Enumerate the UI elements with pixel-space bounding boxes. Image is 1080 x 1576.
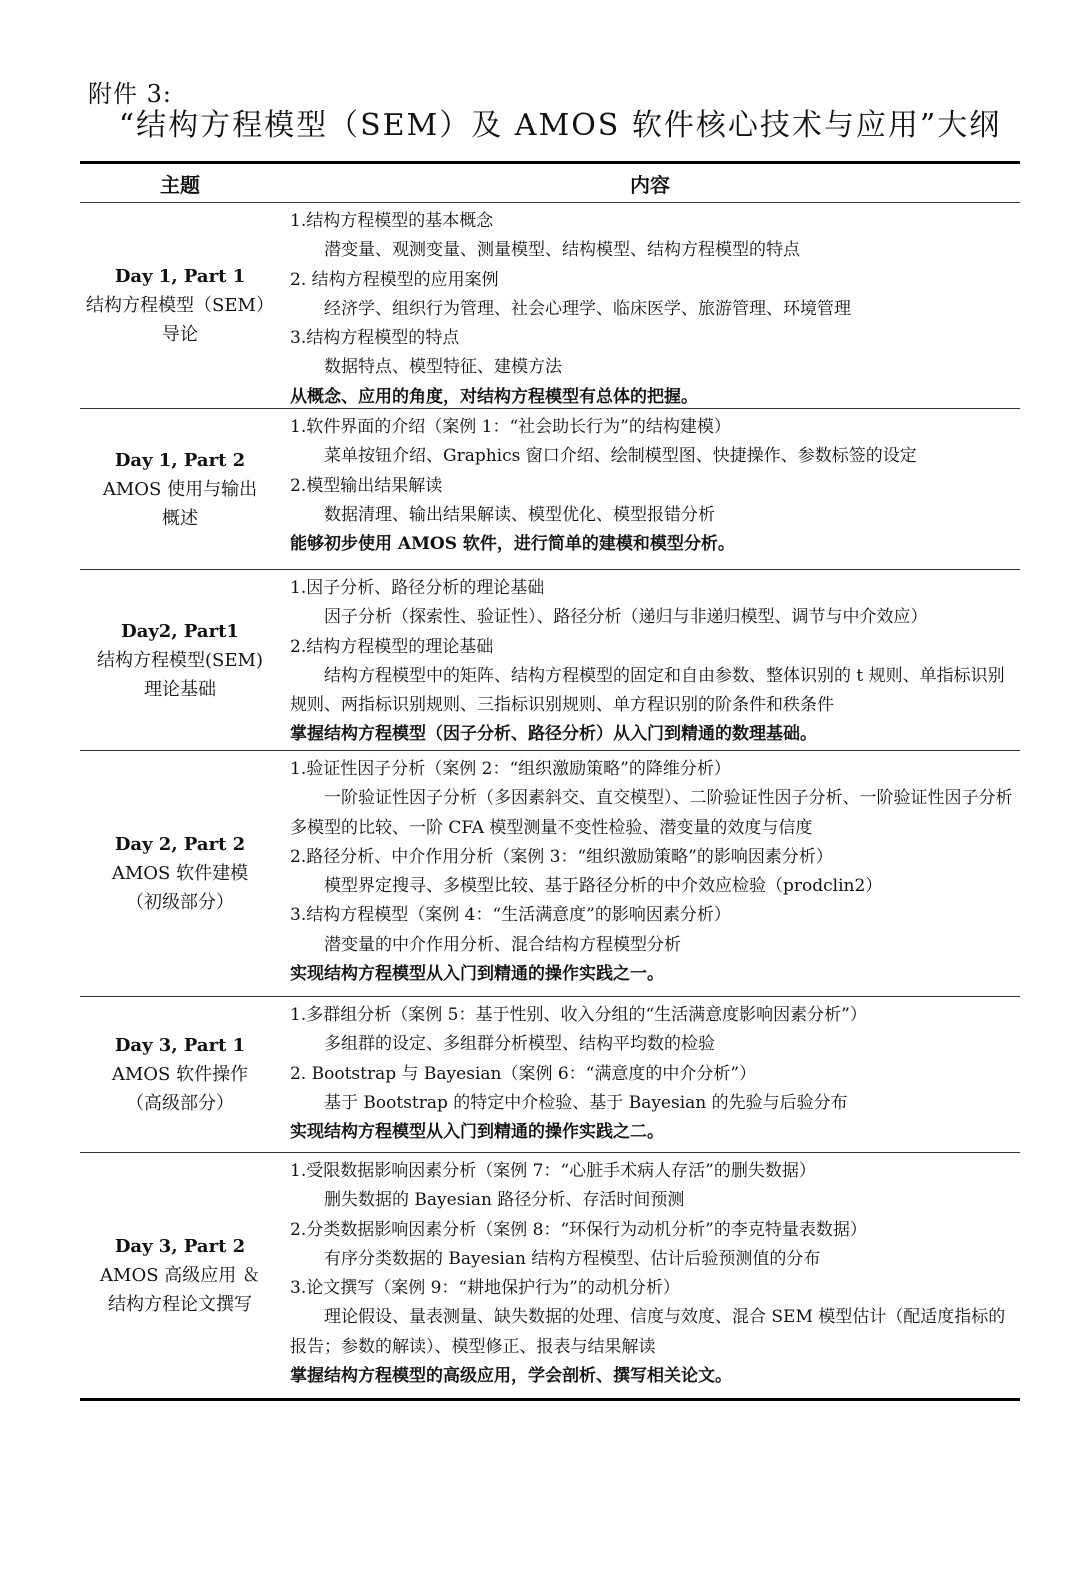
content-detail: 经济学、组织行为管理、社会心理学、临床医学、旅游管理、环境管理 <box>324 298 851 319</box>
content-heading: 2.路径分析、中介作用分析（案例 3：“组织激励策略”的影响因素分析） <box>290 846 833 867</box>
topic-title-line: 结构方程模型（SEM） <box>86 295 274 316</box>
content-summary: 掌握结构方程模型的高级应用，学会剖析、撰写相关论文。 <box>290 1366 732 1387</box>
row-topic <box>80 997 280 1152</box>
content-heading: 2.结构方程模型的理论基础 <box>290 636 494 657</box>
row-content <box>280 751 1020 996</box>
topic-title-line: （高级部分） <box>126 1093 234 1114</box>
content-detail: 删失数据的 Bayesian 路径分析、存活时间预测 <box>324 1190 685 1211</box>
row-topic <box>80 409 280 569</box>
content-detail: 因子分析（探索性、验证性）、路径分析（递归与非递归模型、调节与中介效应） <box>324 607 928 628</box>
row-topic <box>80 570 280 750</box>
topic-session: Day 1, Part 2 <box>114 449 246 471</box>
content-detail: 菜单按钮介绍、Graphics 窗口介绍、绘制模型图、快捷操作、参数标签的设定 <box>324 446 917 467</box>
row-content <box>280 409 1020 569</box>
content-detail: 多组群的设定、多组群分析模型、结构平均数的检验 <box>324 1034 715 1055</box>
column-header-topic: 主题 <box>160 172 200 197</box>
table-row <box>80 1153 1020 1398</box>
topic-title-line: 理论基础 <box>144 678 216 700</box>
table-header <box>80 164 1020 202</box>
row-topic <box>80 1153 280 1398</box>
content-summary: 实现结构方程模型从入门到精通的操作实践之一。 <box>290 964 664 985</box>
content-heading: 3.结构方程模型的特点 <box>290 328 460 349</box>
table-row <box>80 570 1020 750</box>
row-topic <box>80 203 280 408</box>
topic-title-line: （初级部分） <box>126 892 234 913</box>
row-content <box>280 997 1020 1152</box>
topic-title-line: AMOS 使用与输出 <box>102 478 258 500</box>
topic-title-line: 导论 <box>162 324 198 345</box>
row-content <box>280 570 1020 750</box>
content-detail: 数据特点、模型特征、建模方法 <box>324 357 562 378</box>
topic-title-line: 结构方程论文撰写 <box>108 1294 252 1315</box>
content-heading: 1.因子分析、路径分析的理论基础 <box>290 578 545 598</box>
syllabus-table <box>80 161 1020 1401</box>
row-topic <box>80 751 280 996</box>
content-detail: 基于 Bootstrap 的特定中介检验、基于 Bayesian 的先验与后验分布 <box>324 1092 848 1113</box>
content-detail: 数据清理、输出结果解读、模型优化、模型报错分析 <box>324 504 715 525</box>
topic-session: Day 3, Part 1 <box>114 1035 246 1056</box>
content-detail: 潜变量的中介作用分析、混合结构方程模型分析 <box>324 934 681 955</box>
content-detail: 结构方程模型中的矩阵、结构方程模型的固定和自由参数、整体识别的 t 规则、单指标识别规则、两指标识别规则、三指标识别规则、单方程识别的阶条件和秩条件 <box>290 665 1005 716</box>
content-detail: 有序分类数据的 Bayesian 结构方程模型、估计后验预测值的分布 <box>324 1248 821 1269</box>
content-heading: 2. 结构方程模型的应用案例 <box>290 269 499 290</box>
column-header-content: 内容 <box>630 172 670 197</box>
document-title: “结构方程模型（SEM）及 AMOS 软件核心技术与应用”大纲 <box>118 108 1002 143</box>
table-row <box>80 751 1020 996</box>
content-detail: 理论假设、量表测量、缺失数据的处理、信度与效度、混合 SEM 模型估计（配适度指标的报告；参数的解读）、模型修正、报表与结果解读 <box>290 1307 1006 1357</box>
topic-session: Day 3, Part 2 <box>114 1236 246 1257</box>
content-summary: 实现结构方程模型从入门到精通的操作实践之二。 <box>290 1122 664 1143</box>
row-content <box>280 1153 1020 1398</box>
row-content <box>280 203 1020 408</box>
topic-title-line: 概述 <box>162 507 198 529</box>
topic-title-line: AMOS 软件建模 <box>111 863 249 884</box>
content-detail: 潜变量、观测变量、测量模型、结构模型、结构方程模型的特点 <box>324 240 800 261</box>
table-row <box>80 997 1020 1152</box>
content-heading: 1.多群组分析（案例 5：基于性别、收入分组的“生活满意度影响因素分析”） <box>290 1005 867 1025</box>
attachment-label: 附件 3: <box>88 80 172 108</box>
table-body <box>80 203 1020 1398</box>
content-detail: 模型界定搜寻、多模型比较、基于路径分析的中介效应检验（prodclin2） <box>324 876 883 897</box>
table-row <box>80 203 1020 408</box>
content-heading: 3.结构方程模型（案例 4：“生活满意度”的影响因素分析） <box>290 905 731 926</box>
content-heading: 1.结构方程模型的基本概念 <box>290 211 494 231</box>
content-heading: 2. Bootstrap 与 Bayesian（案例 6：“满意度的中介分析”） <box>290 1063 757 1084</box>
topic-session: Day2, Part1 <box>121 620 239 642</box>
topic-session: Day 2, Part 2 <box>114 834 246 855</box>
content-summary: 掌握结构方程模型（因子分析、路径分析）从入门到精通的数理基础。 <box>290 724 817 745</box>
topic-title-line: 结构方程模型(SEM) <box>97 649 263 671</box>
topic-title-line: AMOS 高级应用 ＆ <box>100 1265 260 1286</box>
content-heading: 3.论文撰写（案例 9：“耕地保护行为”的动机分析） <box>290 1278 680 1299</box>
content-heading: 2.模型输出结果解读 <box>290 475 443 496</box>
content-heading: 2.分类数据影响因素分析（案例 8：“环保行为动机分析”的李克特量表数据） <box>290 1219 867 1240</box>
table-row <box>80 409 1020 569</box>
topic-title-line: AMOS 软件操作 <box>111 1064 249 1085</box>
content-heading: 1.验证性因子分析（案例 2：“组织激励策略”的降维分析） <box>290 759 731 779</box>
content-heading: 1.软件界面的介绍（案例 1：“社会助长行为”的结构建模） <box>290 417 731 437</box>
content-heading: 1.受限数据影响因素分析（案例 7：“心脏手术病人存活”的删失数据） <box>290 1161 816 1181</box>
content-detail: 一阶验证性因子分析（多因素斜交、直交模型）、二阶验证性因子分析、一阶验证性因子分析多模型的比较、一阶 CFA 模型测量不变性检验、潜变量的效度与信度 <box>290 788 1013 838</box>
table-bottom-rule <box>80 1398 1020 1401</box>
topic-session: Day 1, Part 1 <box>114 266 246 287</box>
content-summary: 能够初步使用 AMOS 软件，进行简单的建模和模型分析。 <box>290 534 735 555</box>
content-summary: 从概念、应用的角度，对结构方程模型有总体的把握。 <box>290 386 698 407</box>
